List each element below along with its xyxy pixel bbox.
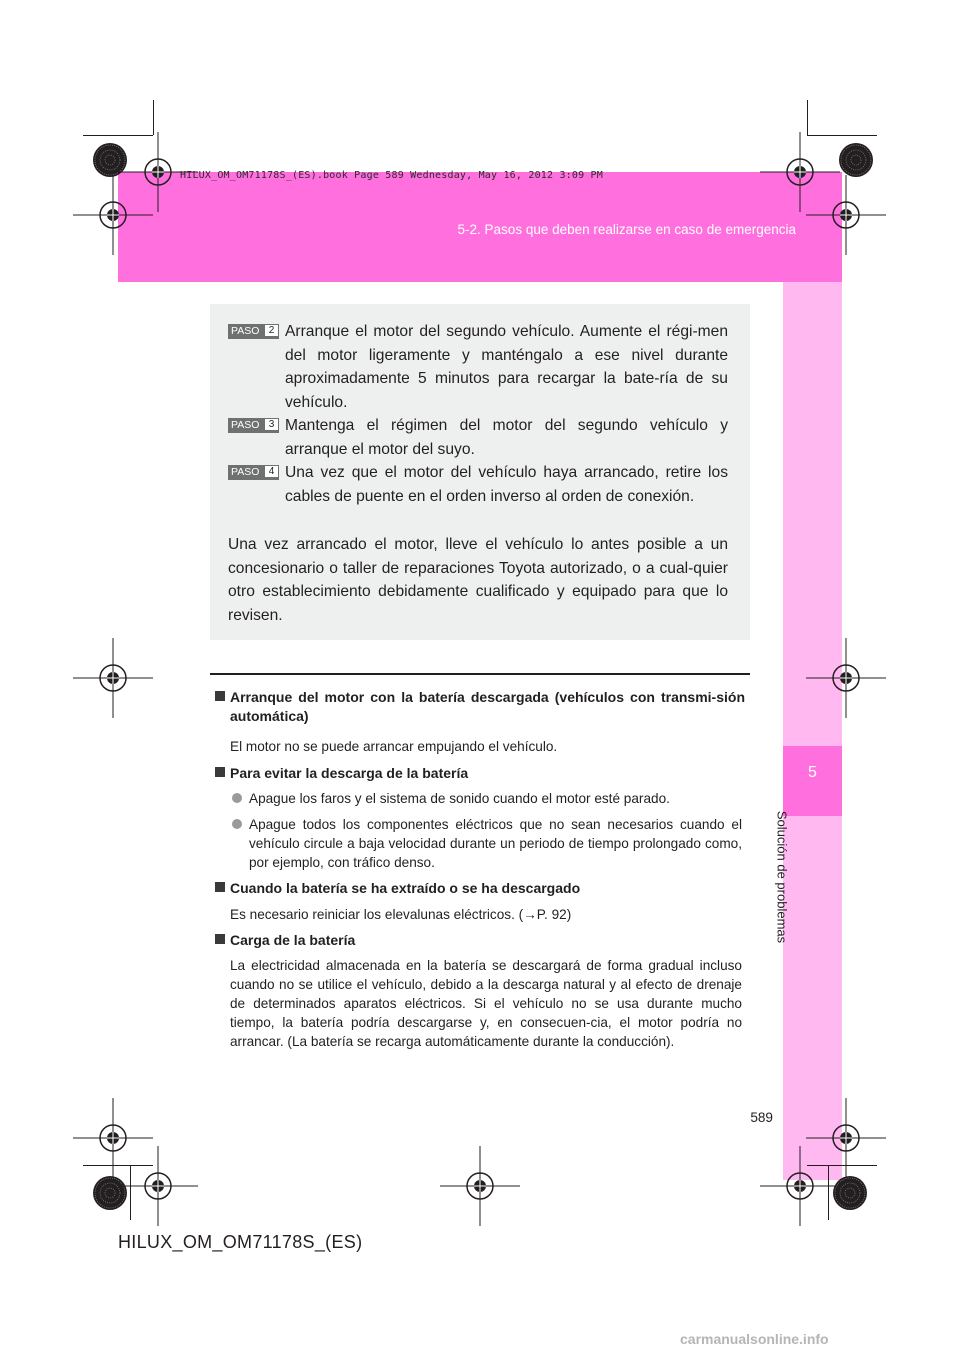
watermark: carmanualsonline.info <box>680 1331 829 1347</box>
registration-target-icon <box>73 638 153 718</box>
step-text: Mantenga el régimen del motor del segundo vehículo y arranque el motor del suyo. <box>285 417 728 458</box>
book-stamp: HILUX_OM_OM71178S_(ES).book Page 589 Wednesday, May 16, 2012 3:09 PM <box>180 170 603 181</box>
step-text: Una vez que el motor del vehículo haya arrancado, retire los cables de puente en el orden inverso al orden de conexión. <box>285 464 728 505</box>
procedure-closing: Una vez arrancado el motor, lleve el vehículo lo antes posible a un concesionario o taller de reparaciones Toyota autorizado, o a cual-quier otro establecimiento debidamente cualificado y equipado para que lo revisen. <box>228 536 728 624</box>
registration-target-icon <box>806 1098 886 1178</box>
section-title: 5-2. Pasos que deben realizarse en caso de emergencia <box>457 222 796 237</box>
registration-target-icon <box>73 1098 153 1178</box>
chapter-label: Solución de problemas <box>774 810 790 944</box>
step-badge: PASO 3 <box>228 418 279 433</box>
step-badge: PASO 4 <box>228 465 279 480</box>
document-code: HILUX_OM_OM71178S_(ES) <box>118 1232 363 1252</box>
note-heading: Arranque del motor con la batería descargada (vehículos con transmi-sión automática) <box>215 688 745 726</box>
page-number: 589 <box>750 1110 773 1125</box>
registration-target-icon <box>806 638 886 718</box>
registration-wheel-icon <box>93 1176 127 1210</box>
registration-target-icon <box>806 175 886 255</box>
registration-target-icon <box>118 132 198 212</box>
chapter-number: 5 <box>808 764 817 781</box>
note-body: Es necesario reiniciar los elevalunas eléctricos. (→P. 92) <box>230 907 572 922</box>
registration-wheel-icon <box>839 143 873 177</box>
registration-target-icon <box>73 175 153 255</box>
step-text: Arranque el motor del segundo vehículo. Aumente el régi-men del motor ligeramente y manténgalo a ese nivel durante aproximadamente 5 minutos para recargar la bate-ría de su vehículo. <box>285 323 728 411</box>
step-badge: PASO 2 <box>228 324 279 339</box>
registration-target-icon <box>760 132 840 212</box>
note-body: La electricidad almacenada en la batería se descargará de forma gradual incluso cuando no se utilice el vehículo, debido a la descarga natural y al efecto de drenaje de determinados aparatos eléctricos. Si el vehículo no se usa durante mucho tiempo, la batería podría descargarse y, en consecuen-cia, el motor podría no arrancar. (La batería se recarga automáticamente durante la conducción). <box>230 958 742 1049</box>
registration-target-icon <box>440 1146 520 1226</box>
registration-wheel-icon <box>833 1176 867 1210</box>
note-body: El motor no se puede arrancar empujando el vehículo. <box>230 739 558 754</box>
registration-target-icon <box>760 1146 840 1226</box>
registration-target-icon <box>118 1146 198 1226</box>
